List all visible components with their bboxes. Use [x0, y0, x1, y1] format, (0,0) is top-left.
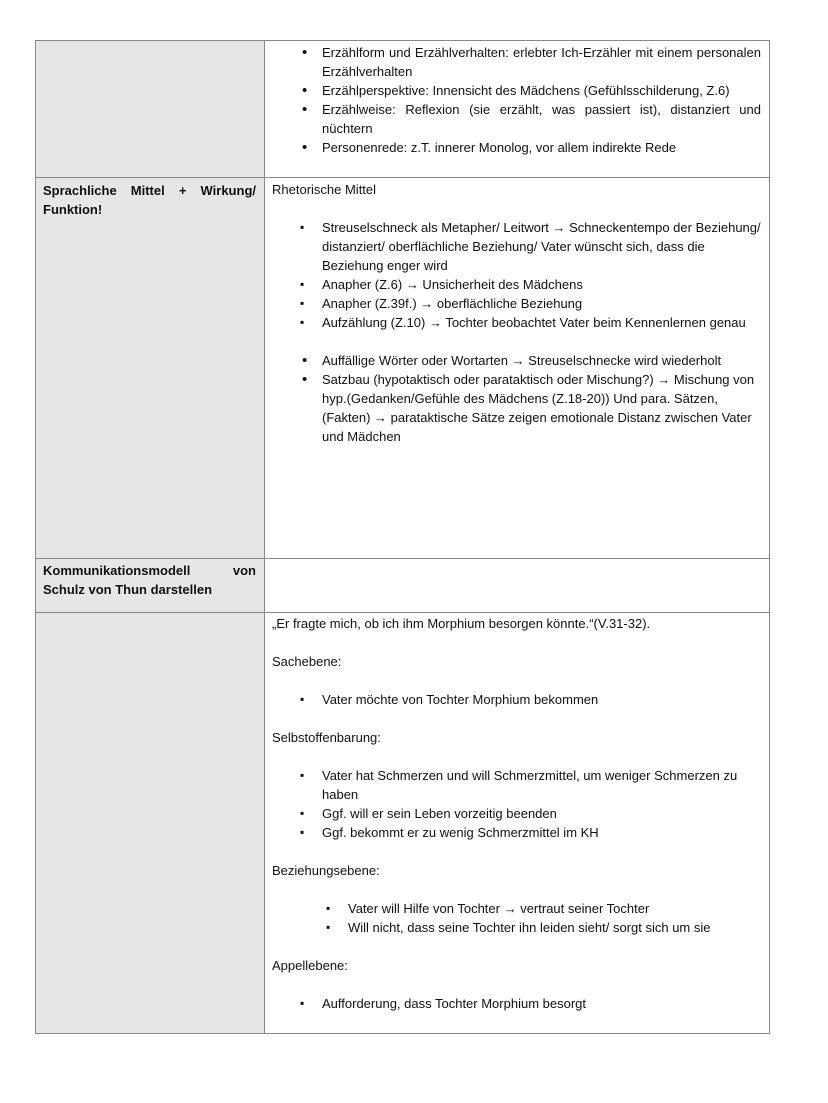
list-item: • Erzählweise: Reflexion (sie erzählt, was passiert ist), distanziert und nüchtern [272, 100, 761, 138]
right-cell-stylistic [265, 178, 770, 559]
list-item: ▪ Vater hat Schmerzen und will Schmerzmittel, um weniger Schmerzen zu haben [272, 766, 761, 804]
row-label-line2: Funktion! [43, 202, 103, 217]
left-cell-empty [36, 613, 265, 1034]
list-item: ▪ Aufzählung (Z.10) → Tochter beobachtet Vater beim Kennenlernen genau [272, 313, 761, 332]
sach-list [272, 690, 761, 709]
list-item: • Erzählperspektive: Innensicht des Mädchens (Gefühlsschilderung, Z.6) [272, 81, 761, 100]
beziehung-heading: Beziehungsebene: [272, 863, 380, 878]
list-item: • Satzbau (hypotaktisch oder parataktisch oder Mischung?) → Mischung von hyp.(Gedanken/Gefühle des Mädchens (Z.18-20)) Und para. Sätzen, (Fakten) → parataktische Sätze zeigen emotionale Distanz zwischen Vater und Mädchen [272, 370, 761, 446]
list-item: ▪ Will nicht, dass seine Tochter ihn leiden sieht/ sorgt sich um sie [272, 918, 761, 937]
row-label-line2: Schulz von Thun darstellen [43, 582, 213, 597]
right-cell-four-sides [265, 613, 770, 1034]
list-item: ▪ Anapher (Z.6) → Unsicherheit des Mädchens [272, 275, 761, 294]
row-label-line1: Kommunikationsmodell von [43, 563, 256, 578]
table-row-stylistic-devices [36, 178, 770, 559]
beziehung-list [272, 899, 761, 937]
analysis-table [35, 40, 770, 1034]
appell-heading: Appellebene: [272, 958, 348, 973]
list-item: ▪ Streuselschneck als Metapher/ Leitwort → Schneckentempo der Beziehung/ distanziert/ oberflächliche Beziehung/ Vater wünscht sich, dass die Beziehung enger wird [272, 218, 761, 275]
left-cell-empty [36, 41, 265, 178]
right-cell-narrative [265, 41, 770, 178]
list-item: ▪ Vater möchte von Tochter Morphium bekommen [272, 690, 761, 709]
table-row-narrative [36, 41, 770, 178]
narrative-list [272, 43, 761, 157]
row-label-line1: Sprachliche Mittel + Wirkung/ [43, 183, 256, 198]
list-item: • Auffällige Wörter oder Wortarten → Streuselschnecke wird wiederholt [272, 351, 761, 370]
list-item: • Erzählform und Erzählverhalten: erlebter Ich-Erzähler mit einem personalen Erzählverhalten [272, 43, 761, 81]
table-row-communication-model [36, 559, 770, 613]
list-item: ▪ Ggf. bekommt er zu wenig Schmerzmittel im KH [272, 823, 761, 842]
syntax-list [272, 351, 761, 446]
list-item: ▪ Ggf. will er sein Leben vorzeitig beenden [272, 804, 761, 823]
sach-heading: Sachebene: [272, 654, 342, 669]
left-cell-communication-label [36, 559, 265, 613]
selbst-list [272, 766, 761, 842]
list-item: ▪ Anapher (Z.39f.) → oberflächliche Beziehung [272, 294, 761, 313]
list-item: • Personenrede: z.T. innerer Monolog, vor allem indirekte Rede [272, 138, 761, 157]
right-cell-empty [265, 559, 770, 613]
rhetoric-list [272, 218, 761, 332]
list-item: ▪ Vater will Hilfe von Tochter → vertraut seiner Tochter [272, 899, 761, 918]
appell-list [272, 994, 761, 1013]
selbst-heading: Selbstoffenbarung: [272, 730, 381, 745]
list-item: ▪ Aufforderung, dass Tochter Morphium besorgt [272, 994, 761, 1013]
left-cell-stylistic-label [36, 178, 265, 559]
section-heading: Rhetorische Mittel [272, 182, 377, 197]
table-row-four-sides [36, 613, 770, 1034]
quote-text: „Er fragte mich, ob ich ihm Morphium besorgen könnte.“(V.31-32). [272, 616, 651, 631]
